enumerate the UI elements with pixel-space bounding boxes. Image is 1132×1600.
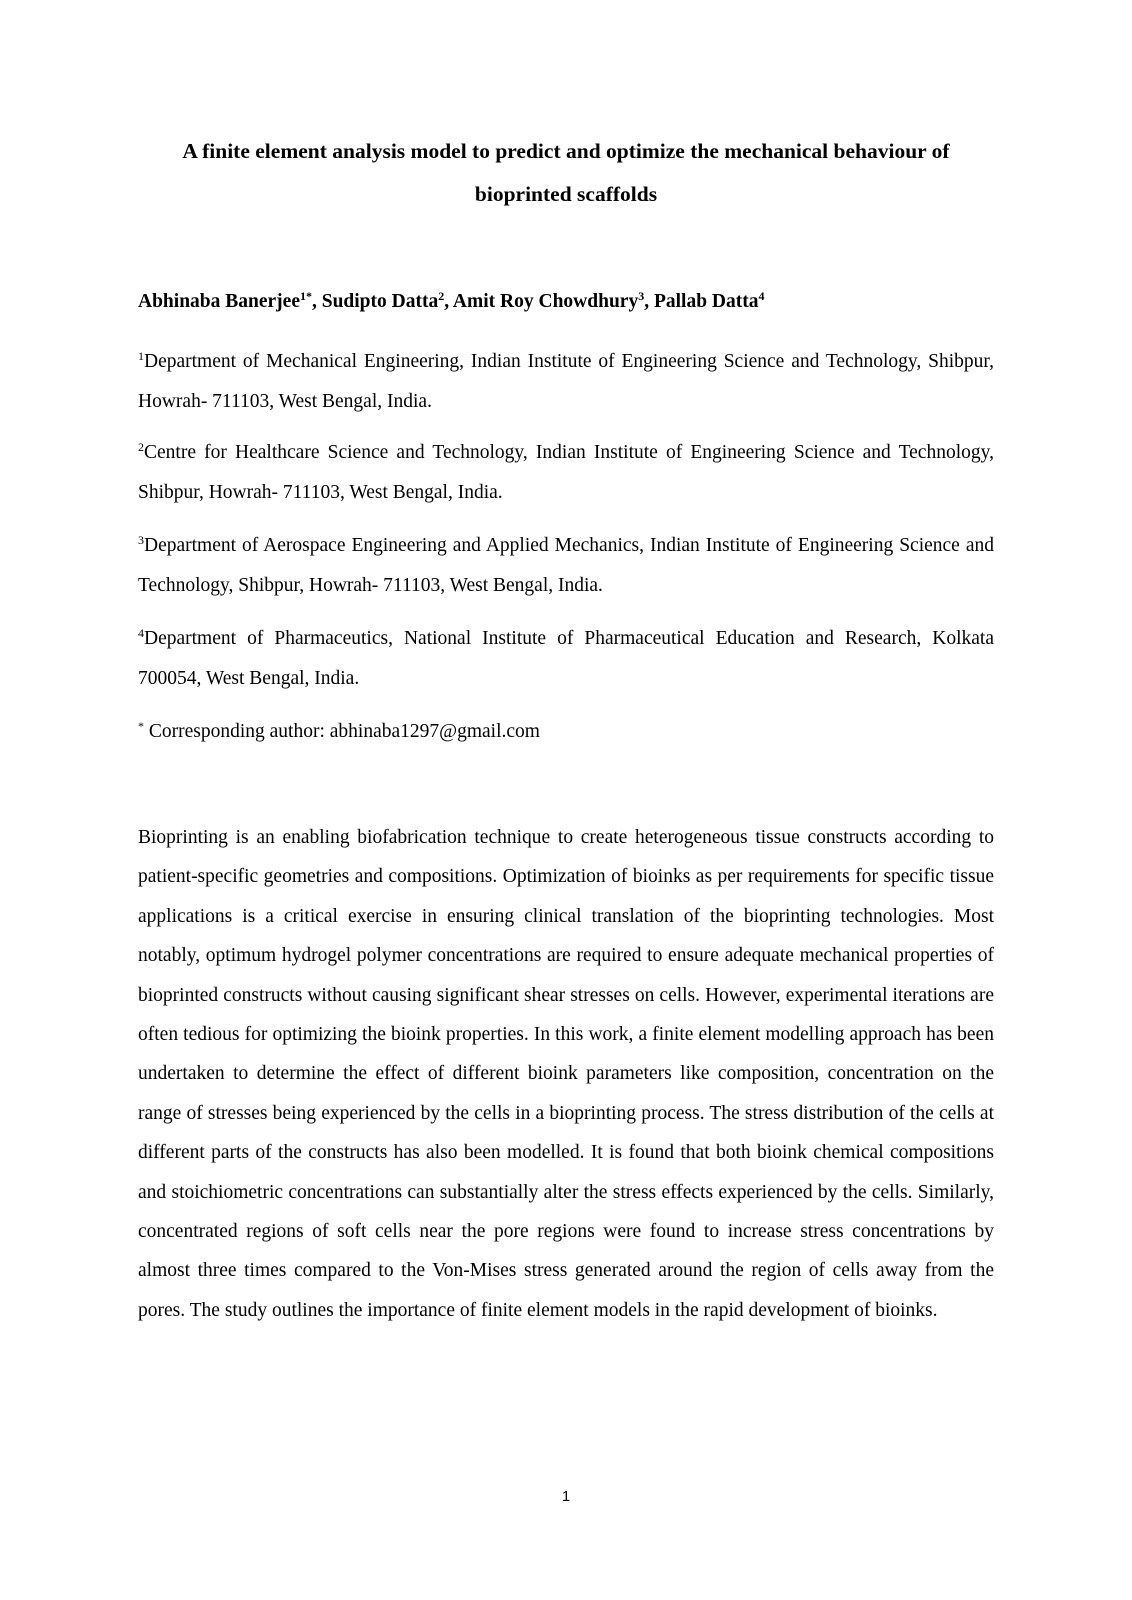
affiliation-4 (138, 619, 994, 698)
affiliation-2 (138, 433, 994, 512)
corresponding-mark: * (138, 719, 144, 733)
author-affiliation-mark: 4 (758, 289, 765, 303)
author-name: Amit Roy Chowdhury (452, 291, 639, 312)
abstract-paragraph: Bioprinting is an enabling biofabrication technique to create heterogeneous tissue constructs according to patient-specific geometries and compositions. Optimization of bioinks as per requirements for specific tissue applications is a critical exercise in ensuring clinical translation of the bioprinting technologies. Most notably, optimum hydrogel polymer concentrations are required to ensure adequate mechanical properties of bioprinted constructs without causing significant shear stresses on cells. However, experimental iterations are often tedious for optimizing the bioink properties. In this work, a finite element modelling approach has been undertaken to determine the effect of different bioink parameters like composition, concentration on the range of stresses being experienced by the cells in a bioprinting process. The stress distribution of the cells at different parts of the constructs has also been modelled. It is found that both bioink chemical compositions and stoichiometric concentrations can substantially alter the stress effects experienced by the cells. Similarly, concentrated regions of soft cells near the pore regions were found to increase stress concentrations by almost three times compared to the Von-Mises stress generated around the region of cells away from the pores. The study outlines the importance of finite element models in the rapid development of bioinks. (138, 827, 994, 1321)
author-list (138, 288, 994, 316)
affiliation-text: Centre for Healthcare Science and Technology, Indian Institute of Engineering Science and Technology, Shibpur, Howrah- 711103, West Bengal, India. (138, 442, 994, 503)
affiliation-1 (138, 342, 994, 421)
affiliation-text: Department of Aerospace Engineering and Applied Mechanics, Indian Institute of Engineering Science and Technology, Shibpur, Howrah- 711103, West Bengal, India. (138, 535, 994, 596)
paper-title: A finite element analysis model to predict and optimize the mechanical behaviour of bioprinted scaffolds (182, 139, 950, 206)
author-separator: , (444, 291, 453, 312)
author-affiliation-mark: 2 (438, 289, 445, 303)
author-affiliation-mark: 3 (638, 289, 645, 303)
author-affiliation-mark: 1* (299, 289, 312, 303)
corresponding-author-text: Corresponding author: abhinaba1297@gmail.com (144, 721, 540, 742)
author-name: Abhinaba Banerjee (138, 291, 300, 312)
author-separator: , (644, 291, 654, 312)
affiliation-mark: 4 (138, 626, 144, 640)
affiliation-3 (138, 526, 994, 605)
affiliation-mark: 1 (138, 349, 144, 363)
affiliation-text: Department of Pharmaceutics, National Institute of Pharmaceutical Education and Research, Kolkata 700054, West Bengal, India. (138, 628, 994, 689)
affiliation-mark: 2 (138, 440, 144, 454)
affiliation-mark: 3 (138, 533, 144, 547)
author-name: Pallab Datta (653, 291, 759, 312)
corresponding-author (138, 712, 994, 752)
author-separator: , (311, 291, 322, 312)
author-name: Sudipto Datta (321, 291, 439, 312)
affiliation-text: Department of Mechanical Engineering, Indian Institute of Engineering Science and Technology, Shibpur, Howrah- 711103, West Bengal, India. (138, 351, 994, 412)
page-number: 1 (561, 1488, 571, 1505)
